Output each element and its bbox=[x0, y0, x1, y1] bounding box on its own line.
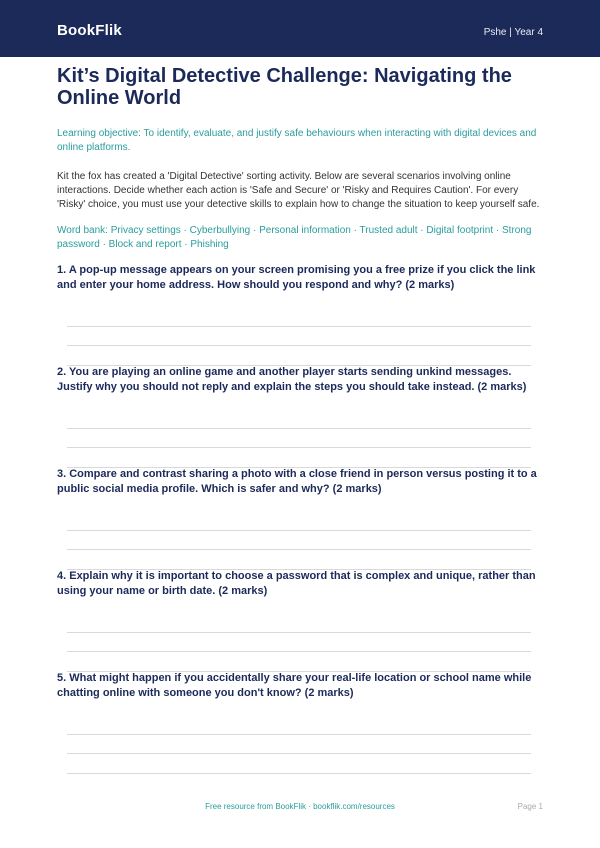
word-bank: Word bank: Privacy settings · Cyberbullying · Personal information · Trusted adult · Digital footprint · Strong password · Block and report · Phishing bbox=[57, 225, 532, 250]
instructions-text: Kit the fox has created a 'Digital Detective' sorting activity. Below are several scenarios involving online interactions. Decide whether each action is 'Safe and Secure' or 'Risky and Requires Caution'. For every 'Risky' choice, you must use your detective skills to explain how to change the situation to keep yourself safe. bbox=[57, 171, 540, 210]
question-3 bbox=[57, 467, 543, 497]
learning-objective: Learning objective: To identify, evaluate, and justify safe behaviours when interacting with digital devices and online platforms. bbox=[57, 128, 537, 153]
answer-line[interactable] bbox=[67, 549, 531, 550]
page-header bbox=[0, 0, 600, 57]
answer-line[interactable] bbox=[67, 428, 531, 429]
question-1 bbox=[57, 263, 543, 293]
question-5-text: 5. What might happen if you accidentally share your real-life location or school name while chatting online with someone you don't know? (2 marks) bbox=[57, 672, 532, 699]
answer-line[interactable] bbox=[67, 530, 531, 531]
page-footer bbox=[0, 802, 600, 814]
answer-line[interactable] bbox=[67, 753, 531, 754]
question-4 bbox=[57, 569, 543, 599]
answer-line[interactable] bbox=[67, 773, 531, 774]
page-number: Page 1 bbox=[517, 802, 543, 811]
question-5 bbox=[57, 671, 543, 701]
worksheet-title: Kit’s Digital Detective Challenge: Navigating the Online World bbox=[57, 65, 512, 109]
question-2-text: 2. You are playing an online game and another player starts sending unkind messages. Justify why you should not reply and explain the steps you should take instead. (2 marks) bbox=[57, 366, 527, 393]
question-4-text: 4. Explain why it is important to choose a password that is complex and unique, rather than using your name or birth date. (2 marks) bbox=[57, 570, 536, 597]
worksheet-intro bbox=[57, 65, 543, 252]
question-3-text: 3. Compare and contrast sharing a photo with a close friend in person versus posting it to a public social media profile. Which is safer and why? (2 marks) bbox=[57, 468, 537, 495]
brand-logo: BookFlik bbox=[57, 22, 122, 39]
question-2 bbox=[57, 365, 543, 395]
footer-source-link[interactable]: Free resource from BookFlik · bookflik.com/resources bbox=[205, 802, 395, 811]
answer-line[interactable] bbox=[67, 345, 531, 346]
answer-line[interactable] bbox=[67, 651, 531, 652]
subject-year-label: Pshe | Year 4 bbox=[483, 27, 543, 38]
answer-line[interactable] bbox=[67, 734, 531, 735]
question-1-text: 1. A pop-up message appears on your screen promising you a free prize if you click the link and enter your home address. How should you respond and why? (2 marks) bbox=[57, 264, 536, 291]
answer-line[interactable] bbox=[67, 447, 531, 448]
answer-line[interactable] bbox=[67, 632, 531, 633]
answer-line[interactable] bbox=[67, 326, 531, 327]
